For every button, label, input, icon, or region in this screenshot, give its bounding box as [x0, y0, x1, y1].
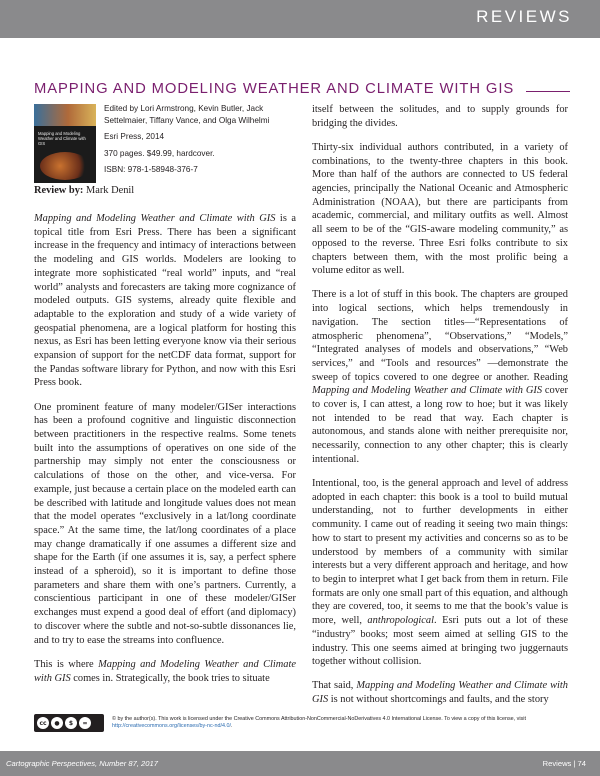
- paragraph: [312, 477, 568, 669]
- paragraph-text: is a topical title from Esri Press. There has been a significant increase in the frequency and intimacy of interactions between the modeling and GIS worlds. Modelers are looking to integrate more sophisticated “real world” inputs, and “real world” analysts and forecasters are taking more cognizance of modeled outputs. GIS systems, already quite flexible and adaptable to the exploration and study of a wide variety of geospatial phenomena, are a logical platform for hosting this nexus, as Esri has been letting everyone know via their serious expansion of support for the netCDF data format, support for the Pandas software library for Python, and now with this Esri Press book.: [34, 213, 296, 389]
- left-column: [34, 212, 296, 696]
- cover-title: Mapping and Modeling Weather and Climate with GIS: [38, 131, 86, 146]
- emphasis-italic: anthropological: [367, 615, 434, 627]
- book-cover-image: [34, 104, 96, 183]
- paragraph-text: Intentional, too, is the general approach and level of address adopted in each chapter: this book is a tool to build mutual understanding, not to further developments in either community. I came out of reading it seeing two main things: how to start to present my activities and concerns so as to be understood by members of a community with similar interests but a very different approach and heritage, and how to begin to interpret what I get back from them in return. File formats are only one small part of this equation, and although they are covered, too, it seems to me that the book’s value is more, well,: [312, 478, 568, 627]
- paragraph: [34, 658, 296, 685]
- license-notice: [112, 716, 572, 730]
- right-column: [312, 103, 568, 717]
- paragraph-text: That said,: [312, 680, 357, 692]
- license-link[interactable]: http://creativecommons.org/licenses/by-nc-nd/4.0/: [112, 723, 231, 730]
- cc-icon: cc: [37, 717, 49, 729]
- paragraph: itself between the solitudes, and to supply grounds for bridging the divides.: [312, 104, 568, 129]
- paragraph-text: cover to cover is, I can attest, a long row to hoe; but it was likely not intended to be read that way. Each chapter is autonomous, and stands alone with neither prerequisite nor, necessarily, connection to any other chapter; this is clearly intentional.: [312, 385, 568, 465]
- book-editors: Edited by Lori Armstrong, Kevin Butler, Jack Settelmaier, Tiffany Vance, and Olga Wilhelmi: [104, 104, 270, 125]
- article-title: MAPPING AND MODELING WEATHER AND CLIMATE WITH GIS: [34, 81, 515, 97]
- license-text: © by the author(s). This work is licensed under the Creative Commons Attribution-NonCommercial-NoDerivatives 4.0 International License. To view a copy of this license, visit: [112, 716, 526, 722]
- book-publisher: Esri Press, 2014: [104, 132, 165, 141]
- paragraph: Thirty-six individual authors contributed, in a variety of combinations, to the twenty-three chapters in this book. More than half of the authors are connected to US federal agencies, principally the National Oceanic and Atmospheric Administration (NOAA), but there are participants from academic, commercial, and military outfits as well. Almost all seem to be of the “GIS-aware modeling community,” as opposed to the reverse. Three Esri folks contribute to six chapters between them, with the most prolific being a volume editor as well.: [312, 141, 568, 277]
- paragraph: One prominent feature of many modeler/GISer interactions has been a profound cognitive and linguistic disconnection between practitioners in the respective realms. Some tenets built into the assumptions of operatives on one side of the partnership may simply not enter the consciousness or calculations of those on the other, and vice-versa. For example, just because a certain place on the modeled earth can be described with latitude and longitude values does not mean that the model operates “exclusively in a lat/long coordinate space.” At the same time, the lat/long coordinates of a place may change dramatically if one assumes a different size and shape for the Earth (if one assumes it is, say, a perfect sphere instead of a spheroid), so it is important to define those parameters and share them with one’s partners. Currently, a conscientious participant in one of these modeler/GISer exchanges must expend a good deal of effort (and diplomacy) to discover where the subtle and not-so-subtle dissonances lie, and to try to ease the streams into confluence.: [34, 401, 296, 646]
- cover-photo-strip: [34, 104, 96, 126]
- review-by-label: Review by:: [34, 185, 84, 196]
- paragraph-text: . Esri puts out a lot of these “industry” books; most seem aimed at selling GIS to the industry. This one seems aimed at bringing two juggernauts together without collision.: [312, 615, 568, 668]
- book-title-italic: Mapping and Modeling Weather and Climate with GIS: [34, 658, 296, 684]
- book-isbn: ISBN: 978-1-58948-376-7: [104, 165, 198, 174]
- paragraph: [312, 679, 568, 706]
- book-title-italic: Mapping and Modeling Weather and Climate with GIS: [312, 385, 543, 397]
- paragraph: [312, 288, 568, 466]
- paragraph-text: This is where: [34, 658, 99, 670]
- noderivatives-icon: =: [79, 717, 91, 729]
- reviewer-name: Mark Denil: [85, 185, 135, 196]
- paragraph-text: is not without shortcomings and faults, and the story: [328, 694, 549, 706]
- paragraph: [34, 212, 296, 390]
- header-band: [0, 0, 600, 38]
- paragraph-text: There is a lot of stuff in this book. The chapters are grouped into logical sections, which helps tremendously in navigation. The section titles—“Representations of atmospheric phenomena”, “Observations,” “Models,” “Integrated analyses of models and observations,” “Web services,” and “Tools and resources” —demonstrate the sweep of topics covered to one degree or another. Reading: [312, 289, 568, 383]
- noncommercial-icon: $: [65, 717, 77, 729]
- book-title-italic: Mapping and Modeling Weather and Climate with GIS: [312, 680, 568, 706]
- review-byline: [34, 185, 134, 196]
- page-number: Reviews | 74: [542, 759, 586, 768]
- book-metadata: [104, 103, 304, 176]
- journal-citation: Cartographic Perspectives, Number 87, 2017: [6, 759, 158, 768]
- cover-storm-graphic: [40, 152, 90, 180]
- paragraph-text: comes in. Strategically, the book tries to situate: [70, 672, 270, 684]
- title-rule: [526, 91, 570, 92]
- section-label: REVIEWS: [476, 7, 572, 26]
- book-details: 370 pages. $49.99, hardcover.: [104, 148, 215, 158]
- cc-license-badge[interactable]: [34, 714, 104, 732]
- footer-band: [0, 751, 600, 776]
- book-title-italic: Mapping and Modeling Weather and Climate with GIS: [34, 213, 276, 224]
- license-end: .: [230, 723, 233, 730]
- attribution-icon: ●: [51, 717, 63, 729]
